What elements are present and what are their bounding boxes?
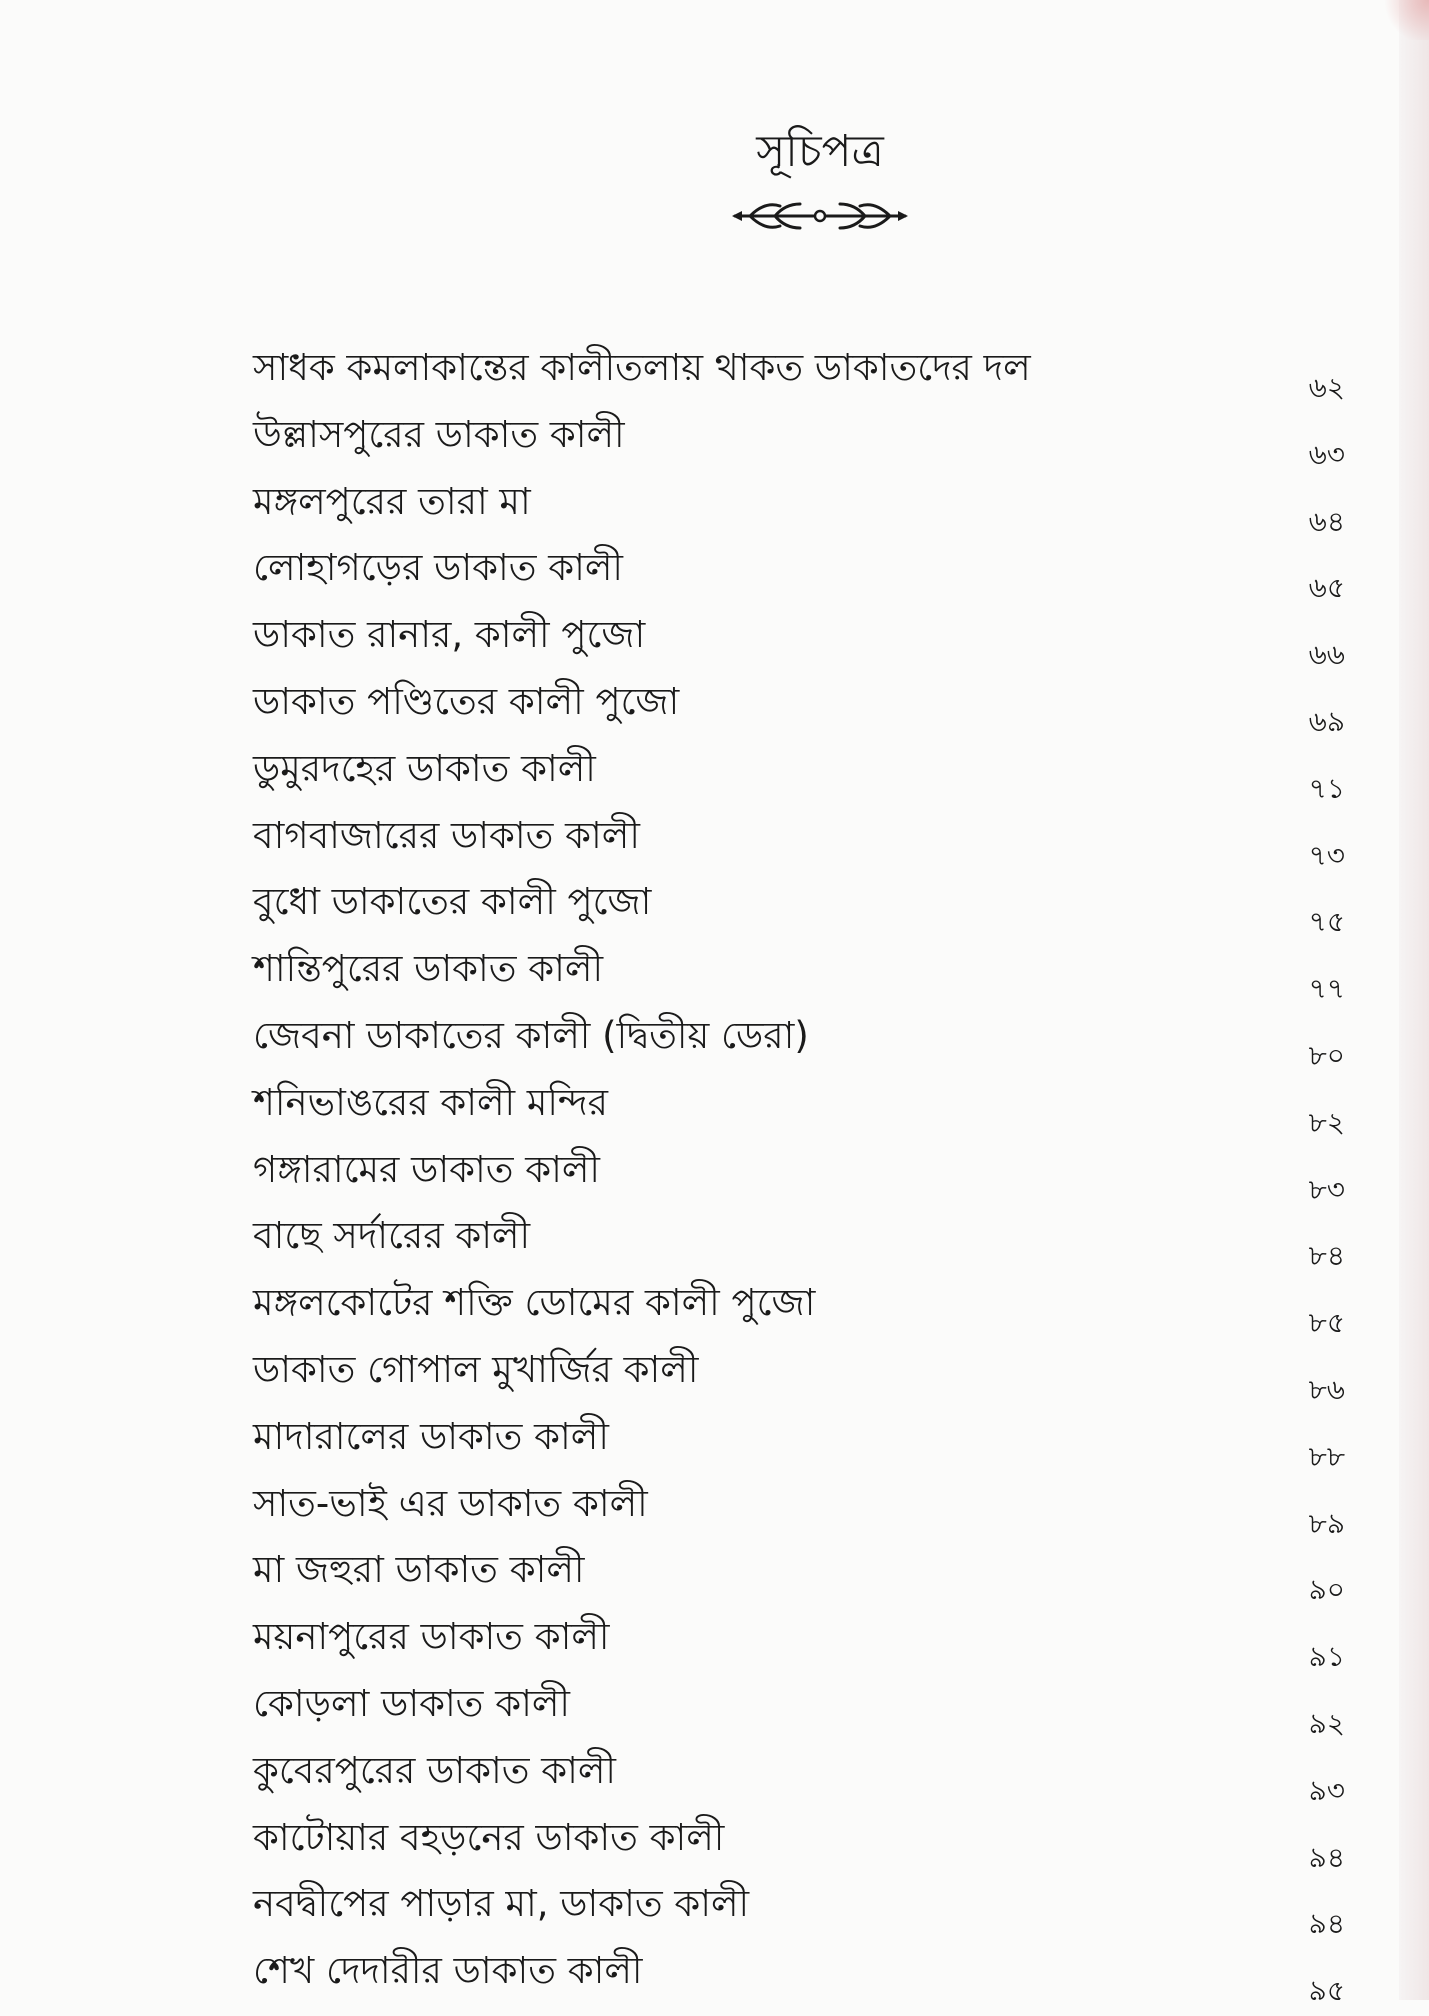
toc-entry-page-number: ৬৬ [1308, 638, 1345, 672]
toc-entry-title: কাটোয়ার বহড়নের ডাকাত কালী [253, 1815, 725, 1859]
toc-entry-page-number: ৭৫ [1308, 905, 1345, 939]
toc-entry-title: ডুমুরদহের ডাকাত কালী [253, 746, 596, 790]
toc-entry-title: বাগবাজারের ডাকাত কালী [253, 813, 640, 857]
toc-entry-page-number: ৯৪ [1308, 1907, 1345, 1941]
toc-entry-page-number: ৯৪ [1308, 1840, 1345, 1874]
toc-entry-page-number: ৯১ [1308, 1640, 1345, 1674]
toc-entry-page-number: ৮৪ [1308, 1239, 1345, 1273]
toc-entry-title: মাদারালের ডাকাত কালী [253, 1414, 609, 1458]
toc-entry-title: ডাকাত গোপাল মুখার্জির কালী [253, 1348, 699, 1391]
page-title: সূচিপত্র [756, 126, 884, 177]
toc-entry-page-number: ৭১ [1308, 771, 1345, 805]
toc-entry-page-number: ৮২ [1308, 1105, 1345, 1139]
toc-entry-title: সাত-ভাই এর ডাকাত কালী [253, 1481, 648, 1525]
toc-entry-title: গঙ্গারামের ডাকাত কালী [253, 1147, 600, 1191]
toc-entry-page-number: ৭৩ [1308, 838, 1345, 872]
toc-entry-title: কোড়লা ডাকাত কালী [253, 1682, 570, 1725]
toc-entry-title: কুবেরপুরের ডাকাত কালী [253, 1748, 617, 1792]
toc-entry-title: শনিভাঙরের কালী মন্দির [253, 1080, 609, 1124]
toc-entry-title: সাধক কমলাকান্তের কালীতলায় থাকত ডাকাতদের দল [253, 346, 1031, 389]
ornament-divider-icon [730, 196, 910, 236]
toc-entry-title: ময়নাপুরের ডাকাত কালী [253, 1615, 610, 1659]
toc-entry-page-number: ৮৫ [1308, 1306, 1345, 1340]
toc-entry-title: শান্তিপুরের ডাকাত কালী [253, 947, 604, 991]
toc-entry-page-number: ৯৫ [1308, 1974, 1345, 2008]
page-edge [1399, 0, 1429, 2000]
toc-entry-page-number: ৮৯ [1308, 1506, 1345, 1540]
toc-entry-page-number: ৮০ [1308, 1039, 1345, 1072]
toc-entry-page-number: ৮৩ [1308, 1172, 1345, 1206]
toc-entry-title: ডাকাত রানার, কালী পুজো [253, 613, 646, 657]
toc-entry-page-number: ৬৪ [1308, 504, 1345, 538]
toc-entry-title: মা জহুরা ডাকাত কালী [253, 1548, 585, 1592]
toc-entry-page-number: ৬৫ [1308, 571, 1345, 605]
toc-entry-page-number: ৮৬ [1308, 1373, 1345, 1406]
toc-entry-title: বাছে সর্দারের কালী [253, 1214, 531, 1258]
toc-entry-page-number: ৬৯ [1308, 705, 1345, 738]
toc-entry-page-number: ৮৮ [1308, 1439, 1345, 1473]
toc-entry-title: শেখ দেদারীর ডাকাত কালী [253, 1949, 643, 1993]
toc-entry-title: মঙ্গলকোটের শক্তি ডোমের কালী পুজো [253, 1281, 816, 1325]
toc-entry-page-number: ৯২ [1308, 1707, 1345, 1740]
toc-entry-page-number: ৭৭ [1308, 972, 1345, 1006]
page-corner-shadow [1379, 0, 1429, 40]
toc-entry-page-number: ৬২ [1308, 371, 1345, 404]
toc-entry-page-number: ৯৩ [1308, 1773, 1345, 1807]
toc-entry-title: ডাকাত পণ্ডিতের কালী পুজো [253, 680, 680, 723]
toc-entry-title: নবদ্বীপের পাড়ার মা, ডাকাত কালী [253, 1882, 750, 1926]
toc-entry-title: উল্লাসপুরের ডাকাত কালী [253, 412, 625, 456]
toc-entry-title: মঙ্গলপুরের তারা মা [253, 479, 531, 523]
toc-entry-page-number: ৬৩ [1308, 437, 1345, 471]
toc-entry-title: লোহাগড়ের ডাকাত কালী [253, 546, 623, 590]
toc-entry-page-number: ৯০ [1308, 1573, 1345, 1607]
toc-entry-title: বুধো ডাকাতের কালী পুজো [253, 880, 652, 924]
toc-entry-title: জেবনা ডাকাতের কালী (দ্বিতীয় ডেরা) [253, 1014, 809, 1057]
